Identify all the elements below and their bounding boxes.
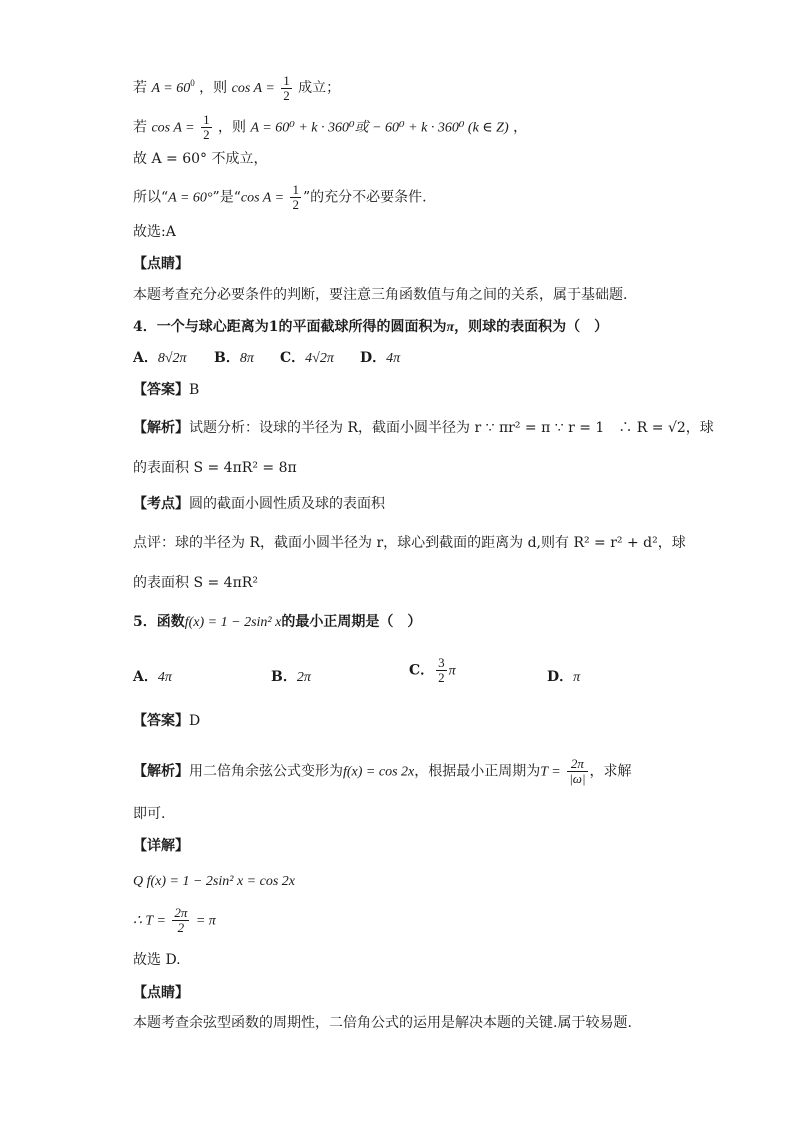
text: ， (513, 119, 528, 136)
q5-jiexi-2: 即可. (133, 806, 166, 822)
q5-xiangjie-label: 【详解】 (133, 838, 189, 854)
text: 成立； (298, 80, 341, 96)
choose-a: 故选:A (133, 224, 176, 240)
fraction: $\frac{1}{2}$ (292, 182, 299, 212)
line-3: 故 A = 60° 不成立， (133, 151, 268, 167)
math-expr: A = 60° (168, 190, 213, 206)
q5-option-b: B．2π (271, 669, 311, 685)
q4-option-c: C．4√2π (280, 350, 334, 366)
q4-answer: 【答案】B (133, 382, 200, 398)
q4-jiexi-2: 的表面积 S = 4πR² = 8π (133, 460, 297, 476)
q5-option-c: C． $\frac{3}{2}$ π (409, 655, 456, 685)
line-2 (133, 113, 527, 142)
q4-kaodian: 【考点】圆的截面小圆性质及球的表面积 (133, 496, 385, 512)
fraction: $\frac{1}{2}$ (283, 72, 290, 103)
q5-dianjing-label: 【点睛】 (133, 985, 189, 1001)
q5-choose: 故选 D. (133, 952, 181, 968)
math-expr: cos A = (151, 120, 195, 136)
text: 若 (133, 119, 147, 136)
fraction: $\frac{3}{2}$ (438, 655, 445, 685)
q4-option-a: A．8√2π (133, 350, 187, 366)
q5-dianjing-text: 本题考查余弦型函数的周期性，二倍角公式的运用是解决本题的关键.属于较易题. (133, 1015, 632, 1031)
fraction: $\frac{2\pi}{2}$ (174, 905, 188, 935)
dianjing-label: 【点睛】 (133, 256, 189, 272)
q5-jiexi: 【解析】用二倍角余弦公式变形为f(x) = cos 2x，根据最小正周期为T = $\frac{2\pi}{|\omega|}$ ，求解 (133, 756, 632, 786)
text: 若 (133, 80, 147, 96)
text: ，则 (218, 119, 247, 136)
math-expr: A = 60⁰ + k · 360⁰或 − 60⁰ + k · 360⁰ (k ∈ Z) (250, 120, 509, 136)
q4-dianping: 点评：球的半径为 R，截面小圆半径为 r，球心到截面的距离为 d,则有 R² = r² + d²，球 (133, 535, 686, 551)
q4-option-b: B．8π (214, 350, 254, 366)
math-expr: cos A = (231, 81, 275, 96)
q5-answer: 【答案】D (133, 713, 201, 729)
line-4 (133, 183, 427, 212)
fraction: $\frac{1}{2}$ (203, 112, 210, 142)
q5-step-2: ∴ T = $\frac{2\pi}{2}$ = π (133, 905, 216, 935)
q5-option-d: D．π (547, 669, 581, 685)
q4-stem: 4．一个与球心距离为1的平面截球所得的圆面积为π，则球的表面积为（ ） (133, 319, 609, 335)
text: ”的充分不必要条件. (302, 189, 427, 206)
q5-step-1: Q f(x) = 1 − 2sin² x = cos 2x (133, 874, 296, 889)
math-expr: A = 60 (151, 81, 191, 96)
q5-option-a: A．4π (133, 669, 172, 685)
q5-stem: 5．函数f(x) = 1 − 2sin² x的最小正周期是（ ） (133, 614, 422, 630)
fraction: $\frac{2\pi}{|\omega|}$ (569, 756, 586, 786)
dianjing-text: 本题考查充分必要条件的判断，要注意三角函数值与角之间的关系，属于基础题. (133, 287, 628, 303)
text: 所以“ (133, 189, 169, 206)
text: ，则 (199, 80, 228, 96)
math-expr: cos A = (240, 190, 285, 206)
line-1: 若 $A = 60^0$ ，则 cos A = $\frac{1}{2}$ 成立； (133, 72, 341, 103)
q4-option-d: D．4π (360, 350, 401, 366)
text: ”是“ (212, 189, 241, 206)
q4-jiexi: 【解析】试题分析：设球的半径为 R，截面小圆半径为 r ∵ πr² = π ∵ r = 1 ∴ R = √2，球 (133, 420, 714, 436)
q4-dianping-2: 的表面积 S = 4πR² (133, 575, 258, 591)
